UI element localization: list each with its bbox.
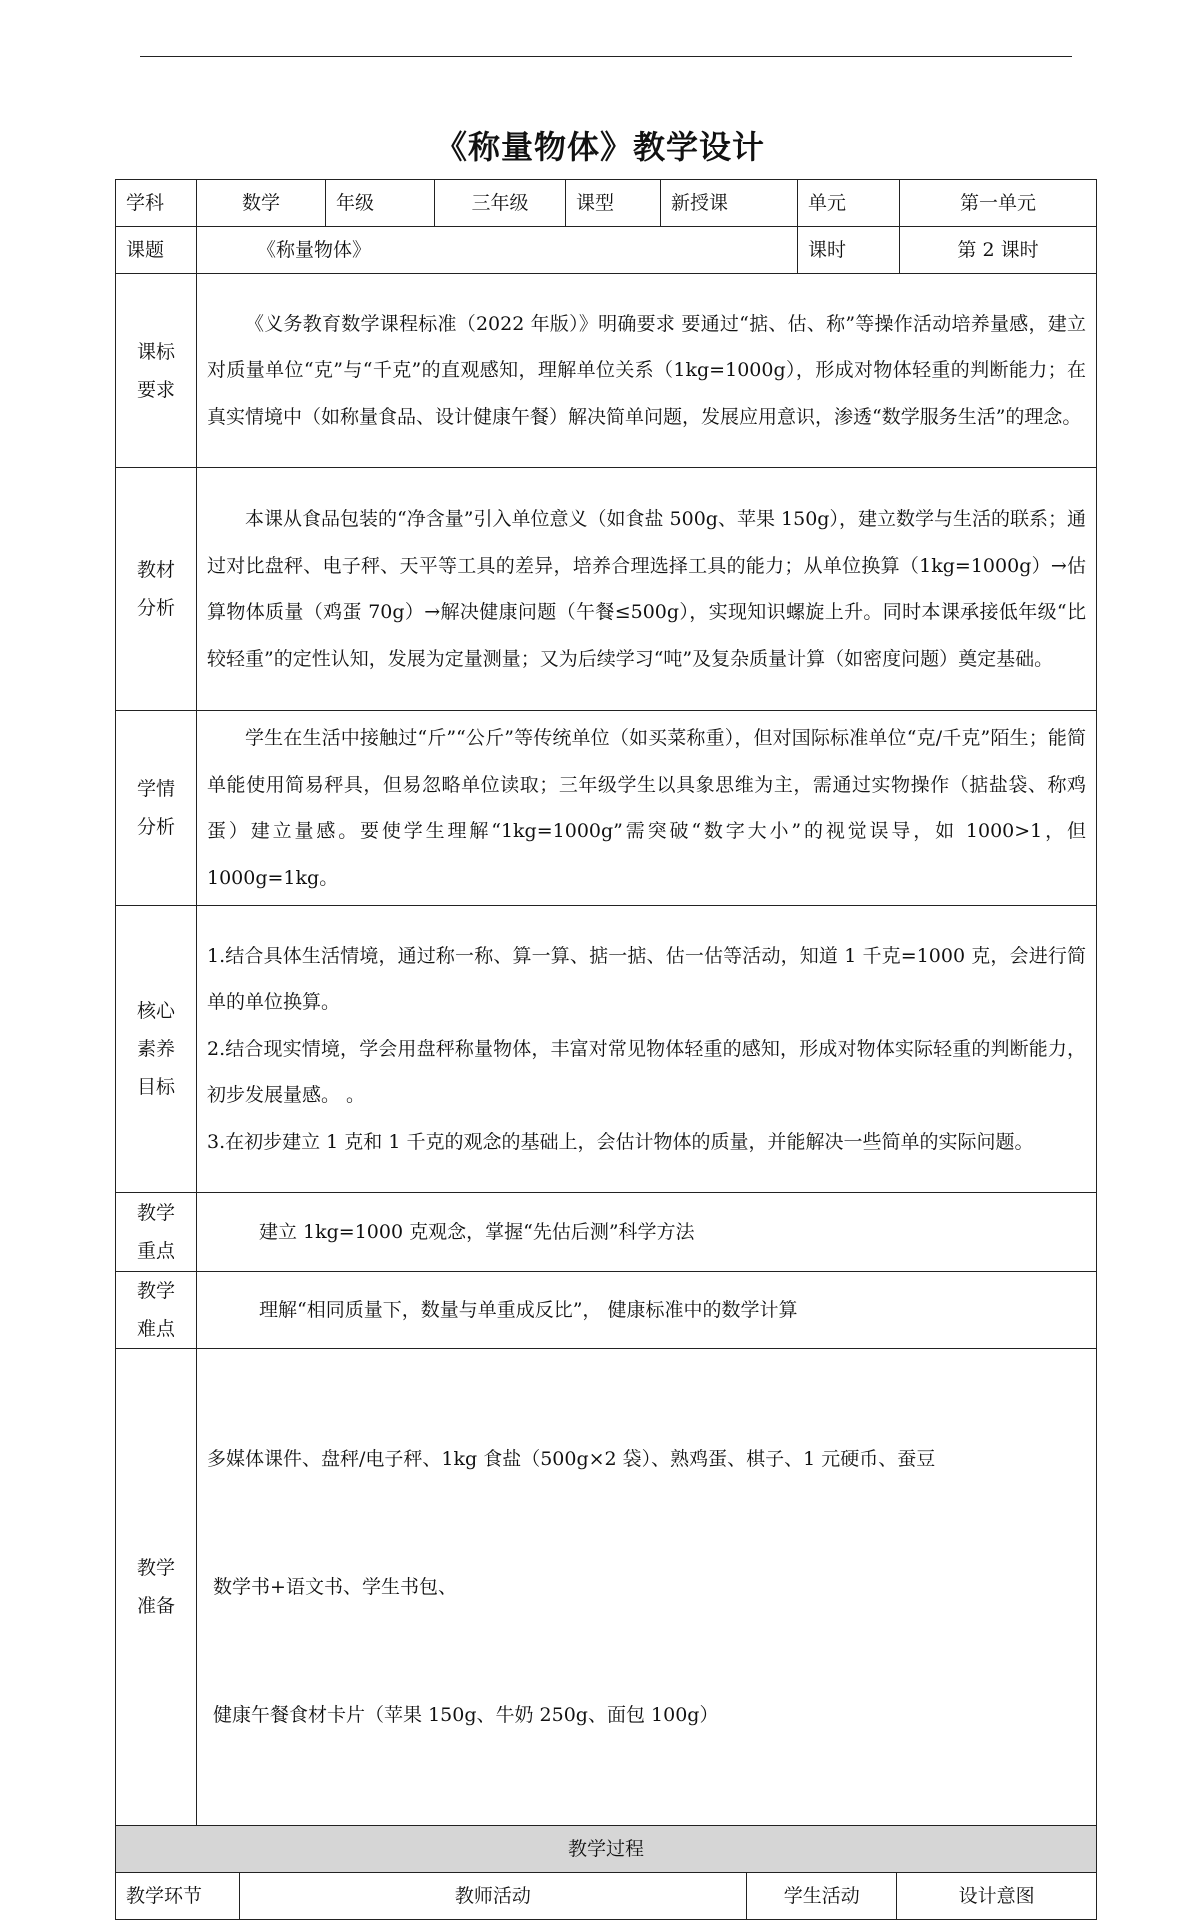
- grade-value: 三年级: [435, 180, 566, 227]
- standard-label: [116, 274, 197, 468]
- students-label: [116, 711, 197, 906]
- col-stage: 教学环节: [126, 1885, 203, 1907]
- difficulty-row: [116, 1272, 1097, 1349]
- preparation-line: 数学书+语文书、学生书包、: [207, 1576, 457, 1598]
- topic-label: 课题: [116, 227, 197, 274]
- period-value: 第 2 课时: [900, 227, 1097, 274]
- topic-value: [197, 227, 798, 274]
- process-heading-row: [116, 1826, 1097, 1873]
- grade-label: 年级: [326, 180, 435, 227]
- key-point-value: 建立 1kg=1000 克观念，掌握“先估后测”科学方法: [259, 1221, 695, 1243]
- type-label: 课型: [566, 180, 661, 227]
- key-point-label-line2: 重点: [136, 1240, 175, 1262]
- standard-row: [116, 274, 1097, 468]
- standard-label-line2: 要求: [136, 378, 175, 401]
- col-intent: 设计意图: [897, 1873, 1096, 1919]
- difficulty-label-line1: 教学: [136, 1280, 175, 1302]
- goal-item: 2.结合现实情境，学会用盘秤称量物体，丰富对常见物体轻重的感知，形成对物体实际轻重的判断能力，初步发展量感。 。: [207, 1037, 1087, 1107]
- subject-value: 数学: [197, 180, 326, 227]
- preparation-label: [116, 1349, 197, 1826]
- key-point-label-line1: 教学: [136, 1202, 175, 1224]
- goals-label: [116, 906, 197, 1193]
- students-label-line2: 分析: [136, 816, 175, 838]
- preparation-list: [197, 1349, 1097, 1826]
- material-label: [116, 468, 197, 711]
- students-text: 学生在生活中接触过“斤”“公斤”等传统单位（如买菜称重），但对国际标准单位“克/千克”陌生；能简单能使用简易秤具，但易忽略单位读取；三年级学生以具象思维为主，需通过实物操作（掂盐袋、称鸡蛋）建立量感。要使学生理解“1kg=1000g”需突破“数字大小”的视觉误导，如 1000>1，但 1000g=1kg。: [197, 711, 1097, 906]
- material-row: [116, 468, 1097, 711]
- topic-text: 《称量物体》: [257, 239, 372, 261]
- difficulty-value: 理解“相同质量下，数量与单重成反比”， 健康标准中的数学计算: [259, 1299, 798, 1321]
- students-row: [116, 711, 1097, 906]
- goals-list: [197, 906, 1097, 1193]
- key-point-row: [116, 1193, 1097, 1272]
- col-teacher: 教师活动: [239, 1873, 747, 1919]
- preparation-label-line2: 准备: [136, 1595, 175, 1617]
- difficulty-text: [197, 1272, 1097, 1349]
- difficulty-label: [116, 1272, 197, 1349]
- goals-row: [116, 906, 1097, 1193]
- preparation-label-line1: 教学: [136, 1557, 175, 1579]
- goals-label-line1: 核心: [136, 1000, 175, 1022]
- subject-label: 学科: [116, 180, 197, 227]
- type-value: 新授课: [661, 180, 798, 227]
- unit-label: 单元: [798, 180, 900, 227]
- key-point-text: [197, 1193, 1097, 1272]
- preparation-line: 健康午餐食材卡片（苹果 150g、牛奶 250g、面包 100g）: [207, 1704, 719, 1726]
- header-rule: [140, 56, 1072, 57]
- period-label: 课时: [798, 227, 900, 274]
- process-columns-row: [116, 1873, 1097, 1920]
- unit-value: 第一单元: [900, 180, 1097, 227]
- goals-label-line2: 素养: [136, 1038, 175, 1060]
- difficulty-label-line2: 难点: [136, 1318, 175, 1340]
- lesson-plan-table: [115, 179, 1097, 1920]
- preparation-row: [116, 1349, 1097, 1826]
- process-heading: 教学过程: [116, 1826, 1097, 1873]
- material-label-line2: 分析: [136, 597, 175, 619]
- process-columns: [116, 1873, 1096, 1919]
- info-row: [116, 180, 1097, 227]
- standard-text: 《义务教育数学课程标准（2022 年版）》明确要求 要通过“掂、估、称”等操作活动培养量感，建立对质量单位“克”与“千克”的直观感知，理解单位关系（1kg=1000g），形成对物体轻重的判断能力；在真实情境中（如称量食品、设计健康午餐）解决简单问题，发展应用意识，渗透“数学服务生活”的理念。: [197, 274, 1097, 468]
- goal-item: 3.在初步建立 1 克和 1 千克的观念的基础上，会估计物体的质量，并能解决一些简单的实际问题。: [207, 1130, 1034, 1153]
- document-title: 《称量物体》教学设计: [434, 128, 765, 166]
- key-point-label: [116, 1193, 197, 1272]
- material-text: 本课从食品包装的“净含量”引入单位意义（如食盐 500g、苹果 150g），建立数学与生活的联系；通过对比盘秤、电子秤、天平等工具的差异，培养合理选择工具的能力；从单位换算（1kg=1000g）→估算物体质量（鸡蛋 70g）→解决健康问题（午餐≤500g），实现知识螺旋上升。同时本课承接低年级“比较轻重”的定性认知，发展为定量测量；又为后续学习“吨”及复杂质量计算（如密度问题）奠定基础。: [197, 468, 1097, 711]
- standard-label-line1: 课标: [136, 340, 175, 363]
- material-label-line1: 教材: [136, 559, 175, 581]
- preparation-line: 多媒体课件、盘秤/电子秤、1kg 食盐（500g×2 袋）、熟鸡蛋、棋子、1 元硬币、蚕豆: [207, 1448, 936, 1470]
- goal-item: 1.结合具体生活情境，通过称一称、算一算、掂一掂、估一估等活动，知道 1 千克=1000 克，会进行简单的单位换算。: [207, 944, 1087, 1014]
- students-label-line1: 学情: [136, 778, 175, 800]
- topic-row: [116, 227, 1097, 274]
- goals-label-line3: 目标: [136, 1076, 175, 1098]
- col-student: 学生活动: [747, 1873, 897, 1919]
